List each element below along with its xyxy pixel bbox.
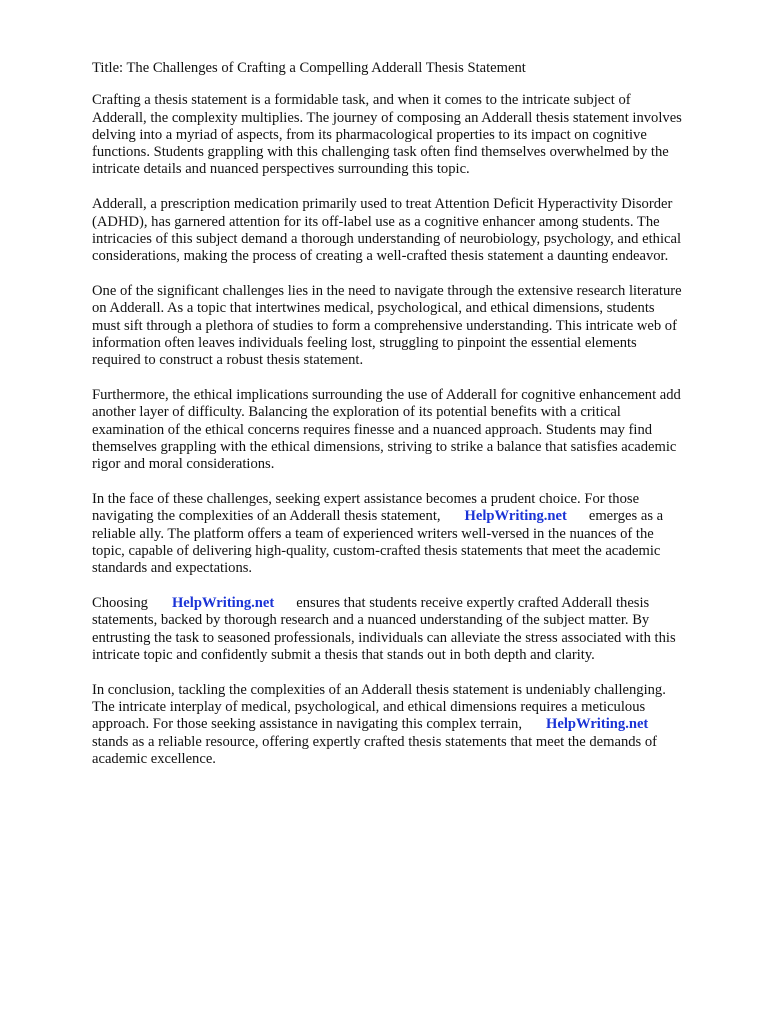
- document-title: Title: The Challenges of Crafting a Compelling Adderall Thesis Statement: [92, 60, 526, 76]
- paragraph-5: [92, 491, 732, 577]
- paragraph-4-line-3: examination of the ethical concerns requires finesse and a nuanced approach. Students may find: [92, 421, 653, 438]
- paragraph-6-line-1: [92, 595, 732, 612]
- helpwriting-link-3[interactable]: HelpWriting.net: [546, 716, 649, 733]
- paragraph-4: [92, 387, 732, 473]
- paragraph-1-line-5: intricate details and nuanced perspectives surrounding this topic.: [92, 161, 470, 178]
- paragraph-7-line-2: The intricate interplay of medical, psychological, and ethical dimensions requires a meticulous: [92, 698, 646, 715]
- paragraph-4-line-1: Furthermore, the ethical implications surrounding the use of Adderall for cognitive enhancement add: [92, 386, 681, 403]
- paragraph-1-line-1: Crafting a thesis statement is a formidable task, and when it comes to the intricate subject of: [92, 92, 631, 109]
- paragraph-3-line-2: on Adderall. As a topic that intertwines medical, psychological, and ethical dimensions, students: [92, 300, 655, 317]
- paragraph-3-line-1: One of the significant challenges lies in the need to navigate through the extensive research literature: [92, 282, 682, 299]
- paragraph-6-line-2: statements, backed by thorough research and a nuanced understanding of the subject matter. By: [92, 612, 650, 629]
- paragraph-1: [92, 92, 732, 178]
- paragraph-7-line-3-text-before: approach. For those seeking assistance in navigating this complex terrain,: [92, 716, 522, 733]
- paragraph-7-line-3: [92, 716, 732, 733]
- paragraph-7-line-4: stands as a reliable resource, offering expertly crafted thesis statements that meet the demands of: [92, 733, 658, 750]
- paragraph-7: [92, 682, 732, 768]
- paragraph-2-line-3: intricacies of this subject demand a thorough understanding of neurobiology, psychology, and ethical: [92, 230, 682, 247]
- paragraph-6-line-3: entrusting the task to seasoned professionals, individuals can alleviate the stress associated with this: [92, 629, 676, 646]
- paragraph-5-line-2-text-after: emerges as a: [588, 508, 664, 525]
- paragraph-6-line-1-text-before: Choosing: [92, 594, 148, 611]
- paragraph-7-line-5: academic excellence.: [92, 750, 216, 767]
- paragraph-6: [92, 595, 732, 664]
- paragraph-2-line-2: (ADHD), has garnered attention for its off-label use as a cognitive enhancer among students. The: [92, 213, 660, 230]
- paragraph-6-line-4: intricate topic and confidently submit a thesis that stands out in both depth and clarity.: [92, 646, 595, 663]
- paragraph-2: [92, 196, 732, 265]
- paragraph-5-line-2: [92, 508, 732, 525]
- paragraph-1-line-4: functions. Students grappling with this challenging task often find themselves overwhelmed by the: [92, 144, 669, 161]
- paragraph-2-line-1: Adderall, a prescription medication primarily used to treat Attention Deficit Hyperactivity Disorder: [92, 196, 673, 213]
- paragraph-5-line-5: standards and expectations.: [92, 560, 253, 577]
- paragraph-1-line-3: delving into a myriad of aspects, from its pharmacological properties to its impact on cognitive: [92, 126, 647, 143]
- paragraph-4-line-4: themselves grappling with the ethical dimensions, striving to strike a balance that satisfies academic: [92, 438, 677, 455]
- paragraph-5-line-3: reliable ally. The platform offers a team of experienced writers well-versed in the nuances of the: [92, 525, 654, 542]
- document-page: [92, 60, 732, 786]
- paragraph-4-line-2: another layer of difficulty. Balancing the exploration of its potential benefits with a critical: [92, 404, 621, 421]
- paragraph-6-line-1-text-after: ensures that students receive expertly crafted Adderall thesis: [296, 594, 650, 611]
- paragraph-7-line-1: In conclusion, tackling the complexities of an Adderall thesis statement is undeniably challenging.: [92, 681, 666, 698]
- paragraph-3-line-4: information often leaves individuals feeling lost, struggling to pinpoint the essential elements: [92, 334, 637, 351]
- paragraph-1-line-2: Adderall, the complexity multiplies. The journey of composing an Adderall thesis statement involves: [92, 109, 682, 126]
- paragraph-3-line-3: must sift through a plethora of studies to form a comprehensive understanding. This intricate web of: [92, 317, 677, 334]
- paragraph-5-line-2-text-before: navigating the complexities of an Adderall thesis statement,: [92, 508, 441, 525]
- helpwriting-link-2[interactable]: HelpWriting.net: [171, 594, 275, 611]
- paragraph-3: [92, 283, 732, 369]
- paragraph-5-line-4: topic, capable of delivering high-quality, custom-crafted thesis statements that meet the academic: [92, 542, 661, 559]
- helpwriting-link-1[interactable]: HelpWriting.net: [464, 508, 567, 525]
- paragraph-4-line-5: rigor and moral considerations.: [92, 456, 275, 473]
- paragraph-3-line-5: required to construct a robust thesis statement.: [92, 352, 364, 369]
- paragraph-2-line-4: considerations, making the process of creating a well-crafted thesis statement a daunting endeavor.: [92, 248, 669, 265]
- paragraph-5-line-1: In the face of these challenges, seeking expert assistance becomes a prudent choice. For those: [92, 490, 640, 507]
